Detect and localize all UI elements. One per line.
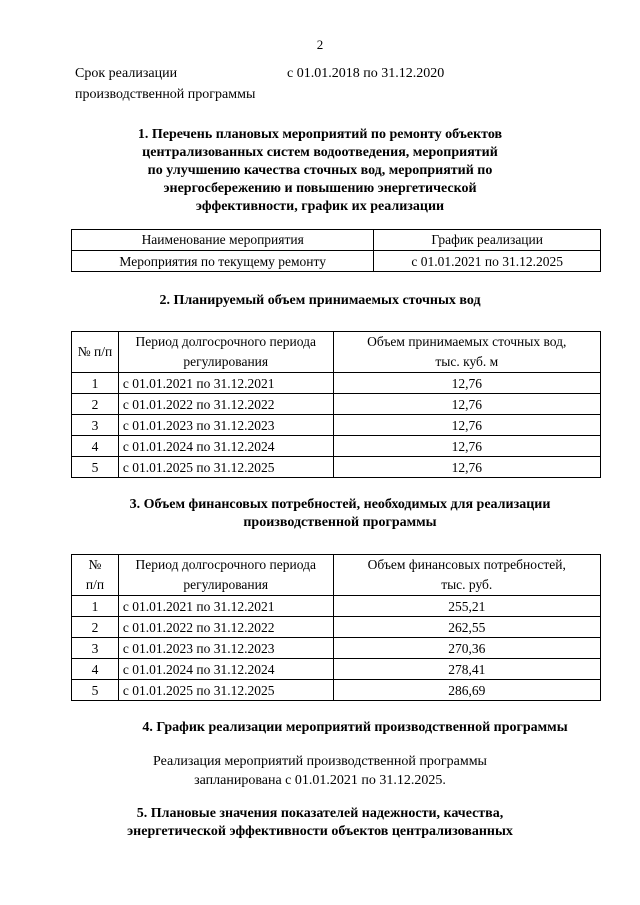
wastewater-volume-table — [71, 331, 601, 478]
row-num: 3 — [72, 638, 119, 659]
header-line: Объем принимаемых сточных вод, — [367, 334, 567, 349]
row-value: 255,21 — [333, 596, 600, 617]
row-period: с 01.01.2023 по 31.12.2023 — [118, 415, 333, 436]
section1-title — [100, 126, 540, 216]
row-value: 278,41 — [333, 659, 600, 680]
row-period: с 01.01.2022 по 31.12.2022 — [118, 394, 333, 415]
volume-header-value — [333, 332, 600, 373]
implementation-term — [75, 63, 444, 105]
row-period: с 01.01.2021 по 31.12.2021 — [118, 373, 333, 394]
row-num: 2 — [72, 617, 119, 638]
section4-text — [0, 752, 640, 790]
term-value: с 01.01.2018 по 31.12.2020 — [287, 66, 445, 81]
events-header-schedule: График реализации — [374, 230, 601, 251]
table-row — [72, 680, 601, 701]
row-value: 12,76 — [333, 436, 600, 457]
header-line: регулирования — [183, 577, 269, 592]
table-row — [72, 617, 601, 638]
row-num: 5 — [72, 457, 119, 478]
table-row — [72, 373, 601, 394]
row-value: 286,69 — [333, 680, 600, 701]
section1-title-line: эффективности, график их реализации — [195, 199, 445, 214]
section5-title-line: энергетической эффективности объектов централизованных — [127, 824, 513, 839]
row-value: 12,76 — [333, 373, 600, 394]
page-number: 2 — [316, 37, 324, 52]
row-num: 4 — [72, 659, 119, 680]
section1-title-line: 1. Перечень плановых мероприятий по ремонту объектов — [137, 127, 503, 142]
events-header-name: Наименование мероприятия — [72, 230, 374, 251]
header-line: Период долгосрочного периода — [135, 557, 316, 572]
section4-text-line: запланирована с 01.01.2021 по 31.12.2025. — [194, 773, 446, 788]
row-num: 5 — [72, 680, 119, 701]
financial-needs-table — [71, 554, 601, 701]
section4-title: 4. График реализации мероприятий производственной программы — [142, 720, 568, 735]
row-value: 12,76 — [333, 457, 600, 478]
table-row — [72, 394, 601, 415]
table-row — [72, 415, 601, 436]
table-row — [72, 596, 601, 617]
section3-title-block — [90, 496, 590, 532]
header-line: тыс. руб. — [441, 577, 493, 592]
header-line: п/п — [85, 577, 105, 592]
finance-header-value — [333, 555, 600, 596]
section2-title: 2. Планируемый объем принимаемых сточных вод — [159, 293, 481, 308]
section5-title-line: 5. Плановые значения показателей надежности, качества, — [136, 806, 504, 821]
row-value: 270,36 — [333, 638, 600, 659]
row-num: 2 — [72, 394, 119, 415]
row-num: 3 — [72, 415, 119, 436]
row-period: с 01.01.2022 по 31.12.2022 — [118, 617, 333, 638]
table-row — [72, 436, 601, 457]
section3-title-line: производственной программы — [243, 515, 437, 530]
row-period: с 01.01.2025 по 31.12.2025 — [118, 457, 333, 478]
events-table — [71, 229, 601, 272]
finance-header-num — [72, 555, 119, 596]
row-period: с 01.01.2023 по 31.12.2023 — [118, 638, 333, 659]
table-row — [72, 638, 601, 659]
row-value: 12,76 — [333, 394, 600, 415]
row-period: с 01.01.2025 по 31.12.2025 — [118, 680, 333, 701]
row-period: с 01.01.2021 по 31.12.2021 — [118, 596, 333, 617]
header-line: № — [88, 557, 102, 572]
section5-title — [80, 805, 560, 841]
row-value: 262,55 — [333, 617, 600, 638]
row-num: 1 — [72, 596, 119, 617]
table-row — [72, 659, 601, 680]
row-value: 12,76 — [333, 415, 600, 436]
events-cell-name: Мероприятия по текущему ремонту — [72, 251, 374, 272]
term-label: Срок реализации — [75, 66, 178, 81]
section3-title-line: 3. Объем финансовых потребностей, необходимых для реализации — [129, 497, 551, 512]
section1-title-line: по улучшению качества сточных вод, мероприятий по — [147, 163, 493, 178]
events-cell-schedule: с 01.01.2021 по 31.12.2025 — [374, 251, 601, 272]
finance-header-period — [118, 555, 333, 596]
table-row — [72, 457, 601, 478]
section1-title-line: энергосбережению и повышению энергетической — [163, 181, 477, 196]
volume-header-num: № п/п — [72, 332, 119, 373]
row-period: с 01.01.2024 по 31.12.2024 — [118, 436, 333, 457]
section1-title-line: централизованных систем водоотведения, мероприятий — [142, 145, 498, 160]
volume-header-period — [118, 332, 333, 373]
section4-text-line: Реализация мероприятий производственной программы — [153, 754, 487, 769]
header-line: регулирования — [183, 354, 269, 369]
row-num: 4 — [72, 436, 119, 457]
row-num: 1 — [72, 373, 119, 394]
row-period: с 01.01.2024 по 31.12.2024 — [118, 659, 333, 680]
term-label-cont: производственной программы — [75, 87, 256, 102]
header-line: Объем финансовых потребностей, — [367, 557, 566, 572]
header-line: тыс. куб. м — [435, 354, 499, 369]
header-line: Период долгосрочного периода — [135, 334, 316, 349]
